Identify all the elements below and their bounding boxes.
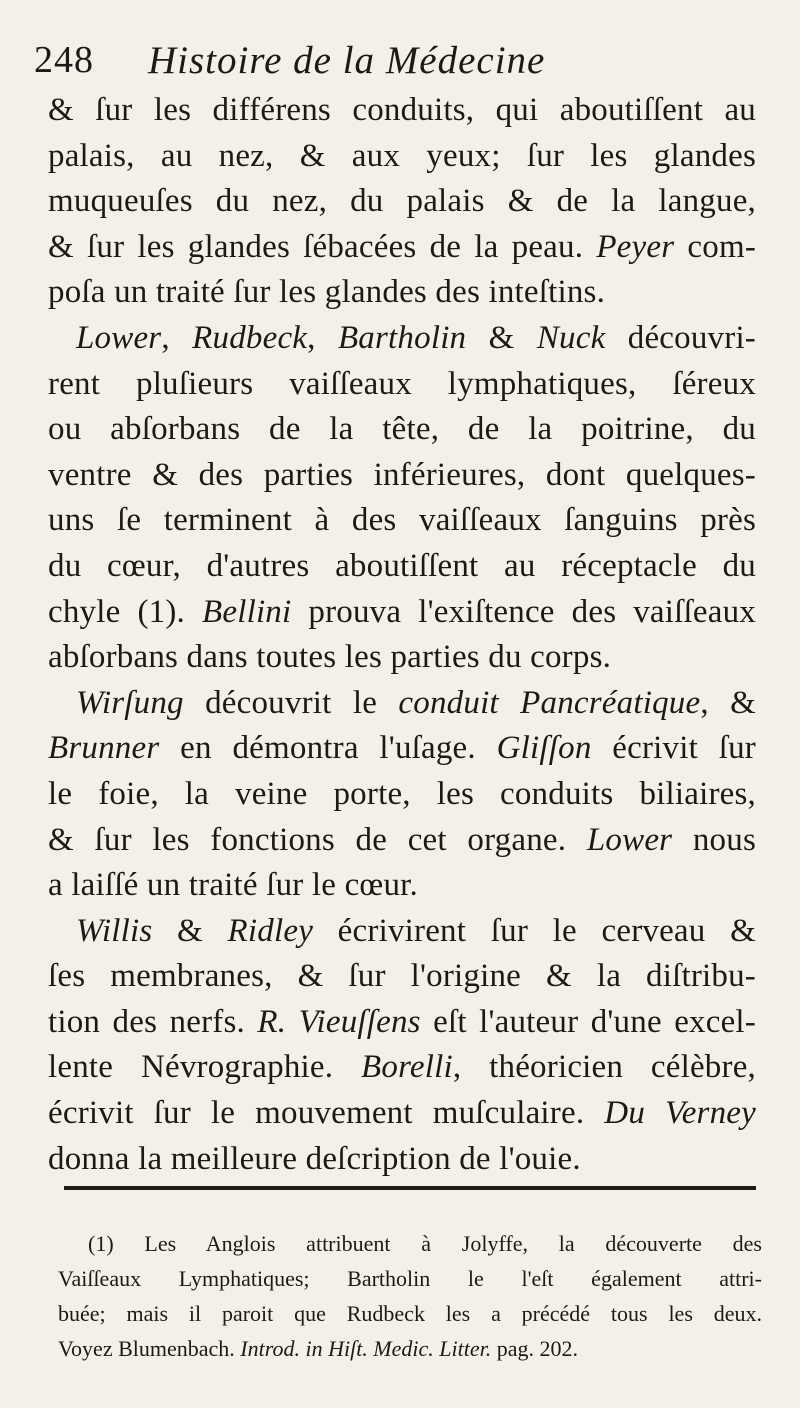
text-run: écrivirent ſur le cerveau & bbox=[313, 912, 756, 949]
text-line bbox=[48, 544, 756, 590]
footnote bbox=[58, 1226, 762, 1366]
text-line bbox=[48, 954, 756, 1000]
text-line bbox=[48, 88, 756, 134]
footnote-line bbox=[58, 1296, 762, 1331]
text-run: (1) Les Anglois attribuent à Jolyffe, la découverte des bbox=[88, 1231, 762, 1256]
text-run: donna la meilleure deſcription de l'ouie. bbox=[48, 1140, 581, 1177]
text-run: écrivit ſur bbox=[591, 730, 756, 767]
italic-text: Nuck bbox=[536, 319, 606, 356]
text-run: eſt l'auteur d'une excel- bbox=[420, 1003, 756, 1040]
text-run: pag. 202. bbox=[491, 1336, 578, 1361]
italic-text: Rudbeck bbox=[192, 319, 308, 356]
text-line bbox=[48, 863, 756, 909]
text-run: palais, au nez, & aux yeux; ſur les glandes bbox=[48, 137, 756, 174]
text-run: muqueuſes du nez, du palais & de la langue, bbox=[48, 183, 756, 220]
italic-text: Willis bbox=[76, 912, 153, 949]
page-header bbox=[34, 38, 754, 94]
text-line bbox=[48, 362, 756, 408]
text-run: lente Névrographie. bbox=[48, 1049, 362, 1086]
text-run: ventre & des parties inférieures, dont quelques- bbox=[48, 456, 756, 493]
italic-text: Lower bbox=[586, 821, 673, 858]
text-run: chyle (1). bbox=[48, 593, 202, 630]
italic-text: Bartholin bbox=[337, 319, 467, 356]
text-run: du cœur, d'autres aboutiſſent au réceptacle du bbox=[48, 547, 756, 584]
italic-text: Wirſung bbox=[76, 684, 184, 721]
italic-text: Du Verney bbox=[604, 1095, 756, 1132]
text-run: découvri- bbox=[605, 319, 756, 356]
main-text bbox=[48, 88, 756, 1182]
page-number: 248 bbox=[34, 39, 94, 81]
text-run: ou abſorbans de la tête, de la poitrine, du bbox=[48, 411, 756, 448]
text-line bbox=[48, 1000, 756, 1046]
text-run: buée; mais il paroit que Rudbeck les a précédé tous les deux. bbox=[58, 1301, 762, 1326]
text-run: nous bbox=[672, 821, 756, 858]
text-line bbox=[48, 134, 756, 180]
italic-text: Bellini bbox=[202, 593, 292, 630]
text-run: en démontra l'uſage. bbox=[159, 730, 497, 767]
text-run: uns ſe terminent à des vaiſſeaux ſanguins près bbox=[48, 502, 756, 539]
italic-text: conduit Pancréatique bbox=[398, 684, 701, 721]
text-run: abſorbans dans toutes les parties du corps. bbox=[48, 639, 612, 676]
running-title: Histoire de la Médecine bbox=[148, 39, 546, 82]
text-run: , & bbox=[700, 684, 756, 721]
text-line bbox=[48, 453, 756, 499]
text-run: , bbox=[307, 319, 338, 356]
text-run: , théoricien célèbre, bbox=[452, 1049, 756, 1086]
text-line bbox=[48, 1137, 756, 1183]
text-run: , bbox=[161, 319, 193, 356]
text-line bbox=[48, 635, 756, 681]
text-run: écrivit ſur le mouvement muſculaire. bbox=[48, 1095, 605, 1132]
italic-text: Gliſſon bbox=[496, 730, 592, 767]
footnote-separator-rule bbox=[64, 1186, 756, 1190]
text-run: poſa un traité ſur les glandes des inteſtins. bbox=[48, 274, 606, 311]
text-run: découvrit le bbox=[183, 684, 399, 721]
text-line bbox=[48, 772, 756, 818]
text-line bbox=[48, 726, 756, 772]
text-run: & ſur les glandes ſébacées de la peau. bbox=[48, 228, 597, 265]
text-run: Voyez Blumenbach. bbox=[58, 1336, 241, 1361]
text-line bbox=[48, 225, 756, 271]
text-line bbox=[48, 498, 756, 544]
text-run: Vaiſſeaux Lymphatiques; Bartholin le l'eſt également attri- bbox=[58, 1266, 762, 1291]
footnote-line bbox=[58, 1261, 762, 1296]
text-run: prouva l'exiſtence des vaiſſeaux bbox=[291, 593, 756, 630]
text-line bbox=[48, 179, 756, 225]
text-line bbox=[48, 1091, 756, 1137]
text-run: a laiſſé un traité ſur le cœur. bbox=[48, 867, 418, 904]
text-line bbox=[48, 909, 756, 955]
footnote-line bbox=[58, 1331, 762, 1366]
text-run: le foie, la veine porte, les conduits biliaires, bbox=[48, 775, 756, 812]
italic-text: Peyer bbox=[596, 228, 675, 265]
text-line bbox=[48, 1045, 756, 1091]
text-run: ſes membranes, & ſur l'origine & la diſtribu- bbox=[48, 958, 756, 995]
text-line bbox=[48, 407, 756, 453]
italic-text: Lower bbox=[76, 319, 162, 356]
text-run: & bbox=[466, 319, 537, 356]
italic-text: Brunner bbox=[48, 730, 160, 767]
text-line bbox=[48, 316, 756, 362]
text-line bbox=[48, 681, 756, 727]
text-line bbox=[48, 590, 756, 636]
text-run: rent pluſieurs vaiſſeaux lymphatiques, ſéreux bbox=[48, 365, 756, 402]
text-run: & ſur les fonctions de cet organe. bbox=[48, 821, 587, 858]
italic-text: Borelli bbox=[361, 1049, 453, 1086]
text-line bbox=[48, 818, 756, 864]
text-run: com- bbox=[674, 228, 756, 265]
italic-text: Introd. in Hiſt. Medic. Litter. bbox=[240, 1336, 492, 1361]
italic-text: R. Vieuſſens bbox=[257, 1003, 421, 1040]
text-run: & bbox=[152, 912, 228, 949]
text-run: & ſur les différens conduits, qui aboutiſſent au bbox=[48, 92, 756, 128]
text-run: tion des nerfs. bbox=[48, 1003, 258, 1040]
footnote-line bbox=[58, 1226, 762, 1261]
text-line bbox=[48, 270, 756, 316]
italic-text: Ridley bbox=[227, 912, 314, 949]
